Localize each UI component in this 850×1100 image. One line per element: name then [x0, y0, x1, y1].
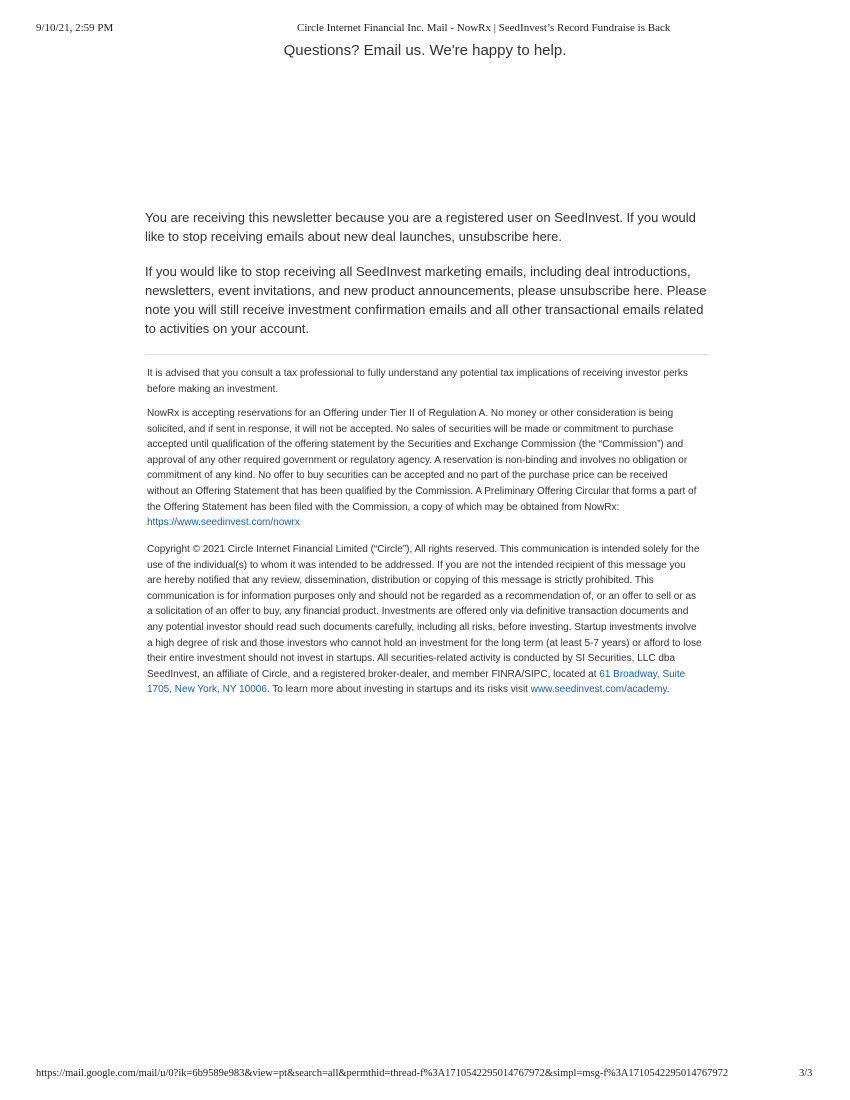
page-number: 3/3 [799, 1068, 813, 1079]
questions-line [0, 42, 850, 59]
address-link[interactable]: 61 Broadway, Suite 1705, New York, NY 10006 [147, 668, 686, 696]
questions-prefix: Questions? [283, 42, 364, 59]
tax-disclaimer: It is advised that you consult a tax professional to fully understand any potential tax implications of receiving investor perks before making an investment. [147, 368, 688, 395]
print-header [0, 20, 850, 38]
unsubscribe-all-link[interactable]: unsubscribe here [559, 283, 660, 298]
copyright-disclaimer: Copyright © 2021 Circle Internet Financial Limited (“Circle”), All rights reserved. This communication is intended solely for the use of the individual(s) to whom it was intended to be addressed. If you are not the intended recipient of this message you are hereby notified that any review, dissemination, distribution or copying of this message is strictly prohibited. This communication is for information purposes only and should not be regarded as a recommendation of, or an offer to sell or as a solicitation of an offer to buy, any financial product. Investments are offered only via definitive transaction documents and any potential investor should read such documents carefully, including all risks, before investing. Startup investments involve a high degree of risk and those investors who cannot hold an investment for the long term (at least 5-7 years) or afford to lose their entire investment should not invest in startups. All securities-related activity is conducted by SI Securities, LLC dba SeedInvest, an affiliate of Circle, and a registered broker-dealer, and member FINRA/SIPC, located at 61 Broadway, Suite 1705, New York, NY 10006. To learn more about investing in startups and its risks visit www.seedinvest.com/academy. [147, 544, 702, 696]
section-divider [145, 354, 709, 355]
marketing-notice-text: If you would like to stop receiving all SeedInvest marketing emails, including deal introductions, newsletters, event invitations, and new product announcements, please unsubscribe here. Please note you will still receive investment confirmation emails and all other transactional emails related to activities on your account. [145, 264, 707, 336]
print-datetime: 9/10/21, 2:59 PM [36, 22, 114, 34]
unsubscribe-deals-link[interactable]: unsubscribe here [458, 229, 559, 244]
nowrx-offering-link[interactable]: https://www.seedinvest.com/nowrx [147, 517, 300, 529]
print-title: Circle Internet Financial Inc. Mail - NowRx | SeedInvest’s Record Fundraise is Back [297, 22, 671, 34]
newsletter-notice [145, 208, 709, 246]
marketing-notice [145, 262, 709, 338]
questions-suffix: . We're happy to help. [421, 42, 567, 59]
newsletter-notice-text: You are receiving this newsletter because you are a registered user on SeedInvest. If you would like to stop receiving emails about new deal launches, unsubscribe here. [145, 210, 696, 244]
print-url: https://mail.google.com/mail/u/0?ik=6b9589e983&view=pt&search=all&permthid=thread-f%3A1710542295014767972&simpl=msg-f%3A1710542295014767972 [36, 1068, 729, 1079]
academy-link[interactable]: www.seedinvest.com/academy [530, 684, 667, 696]
offering-disclaimer: NowRx is accepting reservations for an Offering under Tier II of Regulation A. No money or other consideration is being solicited, and if sent in response, it will not be accepted. No sales of securities will be made or commitment to purchase accepted until qualification of the offering statement by the Securities and Exchange Commission (the “Commission”) and approval of any other required government or regulatory agency. A reservation is non-binding and involves no obligation or commitment of any kind. No offer to buy securities can be accepted and no part of the purchase price can be received without an Offering Statement that has been qualified by the Commission. A Preliminary Offering Circular that forms a part of the Offering Statement has been filed with the Commission, a copy of which may be obtained from NowRx: https://www.seedinvest.com/nowrx [147, 408, 697, 529]
email-us-link[interactable]: Email us [363, 42, 422, 59]
